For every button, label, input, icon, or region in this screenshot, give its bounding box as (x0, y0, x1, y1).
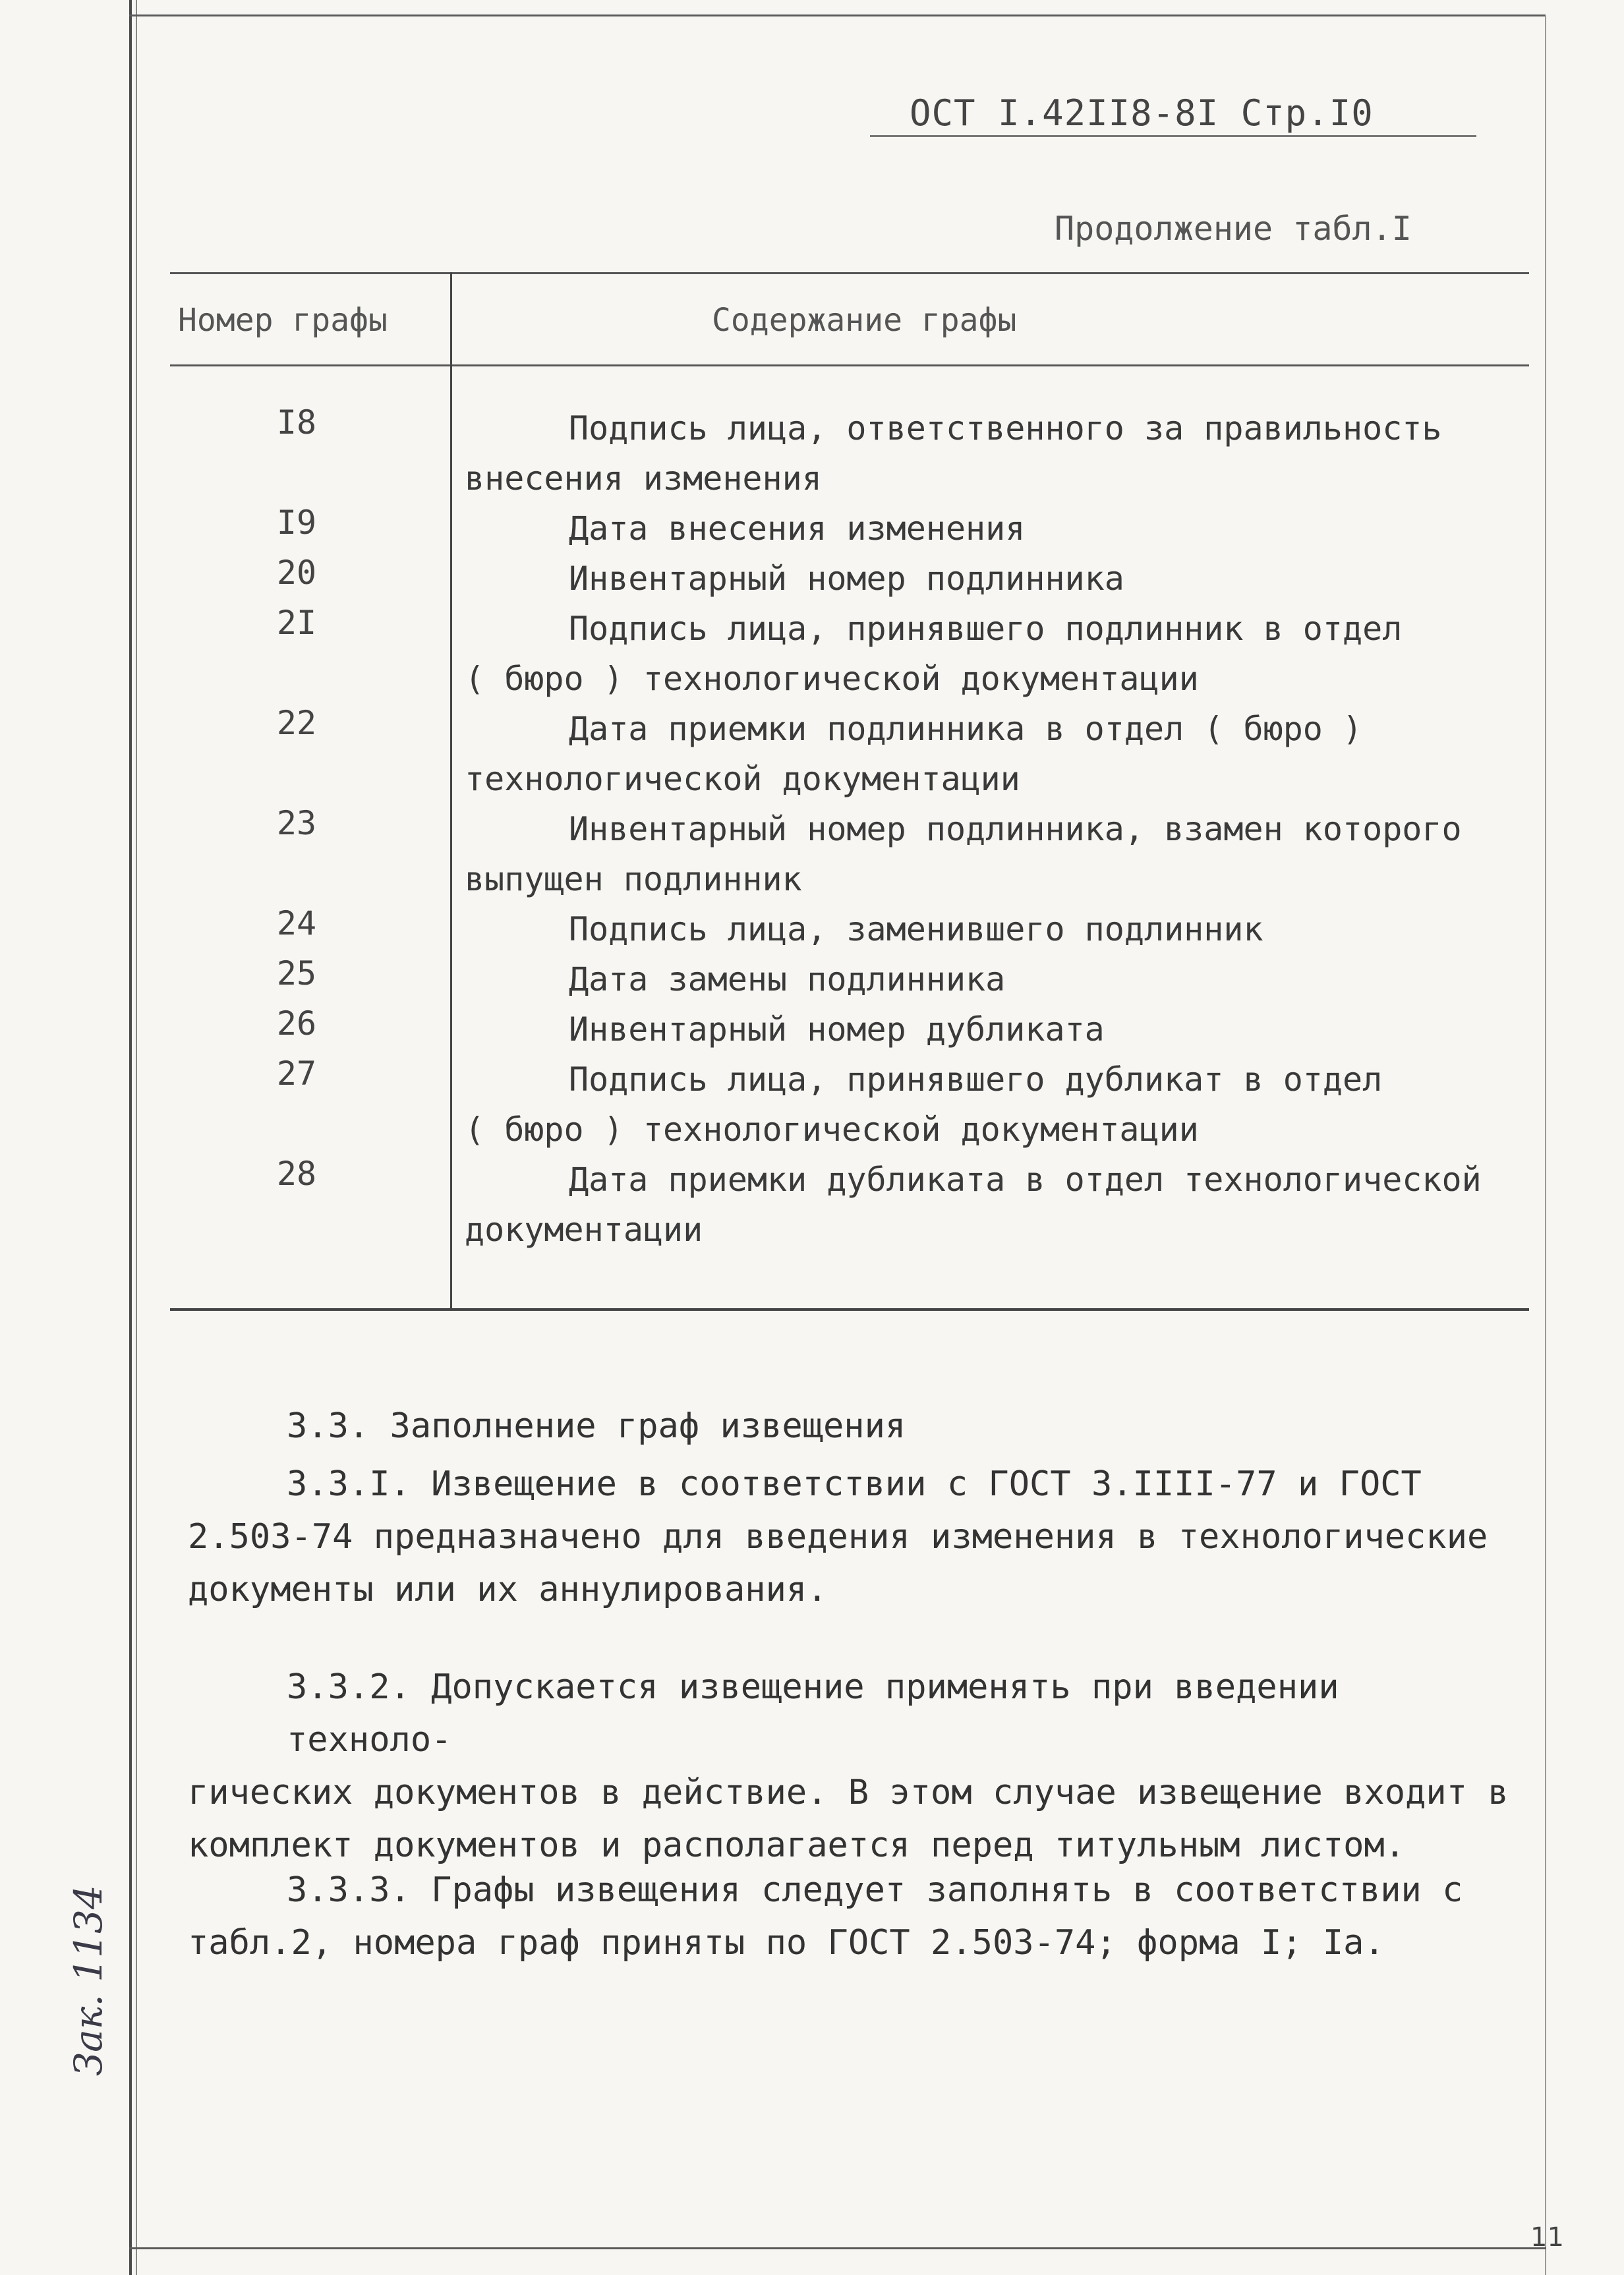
table-row-content (465, 604, 1519, 704)
column-header-number: Номер графы (178, 302, 388, 339)
paragraph-line: 3.3.3. Графы извещения следует заполнять в соответствии с (287, 1870, 1463, 1910)
table-row-number: I8 (276, 403, 317, 442)
paragraph-line: документы или их аннулирования. (188, 1570, 828, 1609)
table-row-number: 23 (276, 804, 317, 842)
table-row-content (465, 403, 1519, 504)
table-row-content (465, 704, 1519, 804)
row-line: Инвентарный номер подлинника, взамен которого (569, 810, 1462, 848)
column-header-content: Содержание графы (712, 302, 1017, 339)
paragraph-line: 2.503-74 предназначено для введения изменения в технологические (188, 1517, 1488, 1557)
table-row-content (465, 504, 1519, 554)
table-row-number: 2I (276, 604, 317, 642)
row-line: документации (465, 1211, 703, 1249)
table-row-content (465, 954, 1519, 1004)
table-row-number: 20 (276, 554, 317, 592)
table-row-content (465, 1004, 1519, 1054)
table-row-number: 26 (276, 1004, 317, 1043)
table-row-number: 22 (276, 704, 317, 742)
paragraph-line: 3.3. Заполнение граф извещения (287, 1406, 906, 1446)
paragraph-3-3-1 (188, 1458, 1513, 1616)
frame-top-line (129, 14, 1546, 16)
row-line: ( бюро ) технологической документации (465, 1110, 1199, 1149)
table-row-content (465, 554, 1519, 604)
table-row-number: 28 (276, 1155, 317, 1193)
table-row-content (465, 804, 1519, 904)
page-number: 11 (1530, 2222, 1564, 2253)
header-underline (870, 135, 1476, 137)
row-line: выпущен подлинник (465, 860, 802, 898)
row-line: Подпись лица, ответственного за правильность (569, 409, 1442, 447)
row-line: Инвентарный номер подлинника (569, 560, 1124, 598)
table-continuation-label: Продолжение табл.I (1055, 210, 1412, 248)
paragraph-line: 3.3.I. Извещение в соответствии с ГОСТ 3.IIII-77 и ГОСТ (287, 1464, 1422, 1504)
row-line: внесения изменения (465, 459, 822, 498)
frame-left-line (129, 0, 132, 2275)
row-line: Дата приемки дубликата в отдел технологической (569, 1161, 1482, 1199)
table-top-border (170, 272, 1529, 274)
paragraph-line: комплект документов и располагается перед титульным листом. (188, 1826, 1406, 1865)
frame-right-line (1545, 14, 1546, 2275)
table-row-content (465, 1155, 1519, 1255)
table-row-number: 24 (276, 904, 317, 942)
order-number-note: Зак. 1134 (66, 1885, 111, 2076)
row-line: Подпись лица, принявшего дубликат в отдел (569, 1060, 1383, 1099)
frame-left-line-outer (136, 0, 137, 2275)
row-line: Дата внесения изменения (569, 509, 1026, 548)
row-line: Подпись лица, заменившего подлинник (569, 910, 1263, 948)
paragraph-line: гических документов в действие. В этом случае извещение входит в (188, 1773, 1509, 1812)
paragraph-3-3-2 (188, 1661, 1513, 1872)
table-column-divider (450, 272, 452, 1310)
table-row-content (465, 904, 1519, 954)
row-line: Дата замены подлинника (569, 960, 1006, 998)
section-heading (188, 1400, 1513, 1453)
table-header-border (170, 364, 1529, 366)
table-row-content (465, 1054, 1519, 1155)
paragraph-3-3-3 (188, 1864, 1513, 1969)
row-line: Инвентарный номер дубликата (569, 1010, 1105, 1049)
table-row-number: 25 (276, 954, 317, 993)
table-row-number: I9 (276, 504, 317, 542)
row-line: Дата приемки подлинника в отдел ( бюро ) (569, 710, 1363, 748)
frame-bottom-line (129, 2247, 1546, 2249)
row-line: Подпись лица, принявшего подлинник в отдел (569, 610, 1403, 648)
row-line: технологической документации (465, 760, 1020, 798)
paragraph-line: 3.3.2. Допускается извещение применять при введении техноло- (287, 1667, 1339, 1760)
paragraph-line: табл.2, номера граф приняты по ГОСТ 2.503-74; форма I; Iа. (188, 1923, 1385, 1963)
table-bottom-border (170, 1308, 1529, 1311)
document-code: ОСТ I.42II8-8I Стр.I0 (910, 92, 1374, 134)
table-row-number: 27 (276, 1054, 317, 1093)
row-line: ( бюро ) технологической документации (465, 660, 1199, 698)
